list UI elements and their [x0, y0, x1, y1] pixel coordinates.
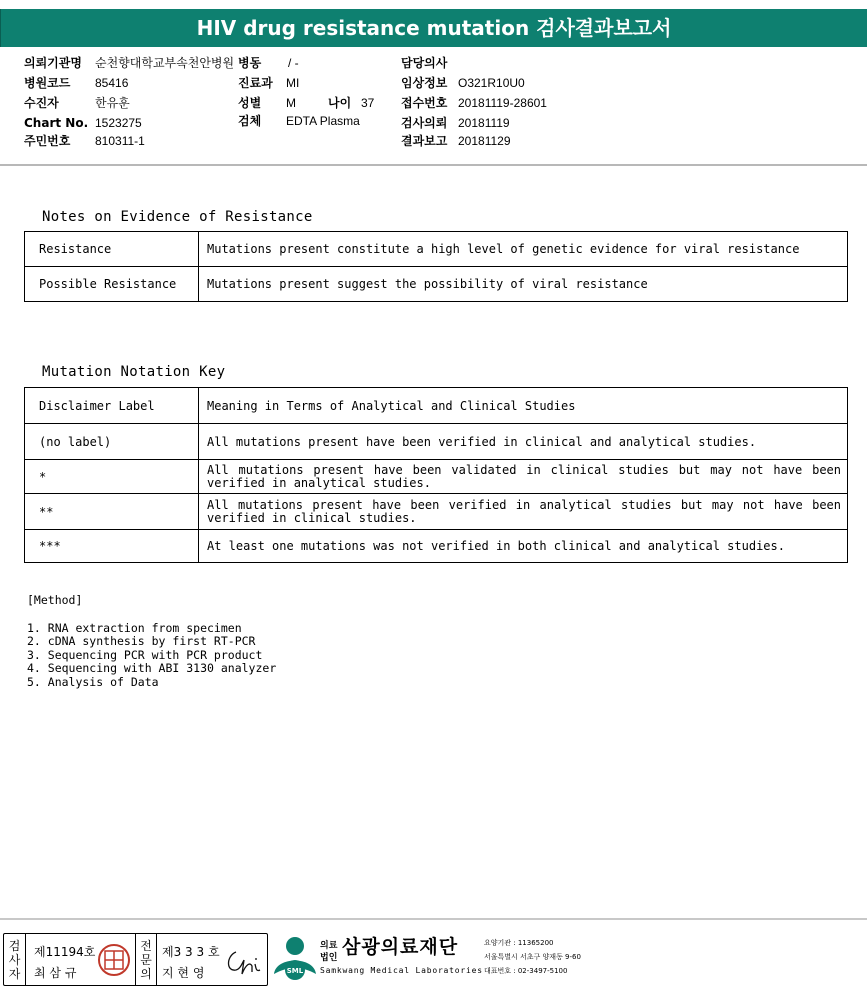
table-row: [25, 424, 848, 460]
id-value: 810311-1: [95, 134, 145, 148]
report-value: 20181129: [458, 134, 511, 148]
notes-label: Possible Resistance: [25, 267, 199, 302]
sex-label: 성별: [238, 96, 262, 110]
report-label: 결과보고: [401, 134, 448, 148]
receipt-label: 접수번호: [401, 96, 448, 110]
organization-name-en: Samkwang Medical Laboratories: [320, 966, 483, 975]
table-row: [25, 460, 848, 494]
header-info: [0, 56, 867, 166]
signature-box: [3, 933, 268, 986]
key-label: *: [25, 460, 199, 494]
specimen-value: EDTA Plasma: [286, 114, 360, 128]
clinical-info-label: 임상정보: [401, 76, 448, 90]
address: 서울특별시 서초구 양재동 9-60: [484, 953, 581, 961]
key-table: [24, 387, 848, 563]
sml-logo-icon: [272, 934, 318, 982]
seal-stamp-icon: [96, 940, 132, 980]
institution-value: 순천향대학교부속천안병원: [95, 56, 235, 70]
specialist-label: [135, 934, 157, 985]
specimen-label: 검체: [238, 114, 262, 128]
key-section-title: Mutation Notation Key: [42, 364, 226, 380]
institution-label: 의뢰기관명: [24, 56, 82, 70]
method-step: 1. RNA extraction from specimen: [27, 620, 242, 635]
examiner-label-text: 검 사 자: [8, 939, 21, 981]
notes-text: Mutations present suggest the possibility of viral resistance: [199, 267, 848, 302]
examiner-name: 최 삼 규: [34, 966, 77, 980]
method-heading: [Method]: [27, 593, 83, 607]
method-step: 2. cDNA synthesis by first RT-PCR: [27, 634, 256, 648]
logo-text: SML: [286, 967, 304, 975]
sex-value: M: [286, 96, 296, 110]
patient-value: 한유훈: [95, 96, 130, 110]
table-row: [25, 530, 848, 563]
ward-label: 병동: [238, 56, 262, 70]
table-row: [25, 388, 848, 424]
examiner-label: [4, 934, 26, 985]
specialist-name: 지 현 영: [162, 966, 205, 980]
report-title: HIV drug resistance mutation 검사결과보고서: [0, 9, 867, 47]
method-step: 4. Sequencing with ABI 3130 analyzer: [27, 661, 277, 675]
method-step: 3. Sequencing PCR with PCR product: [27, 647, 263, 662]
table-row: [25, 267, 848, 302]
age-label: 나이: [328, 96, 352, 110]
receipt-value: 20181119-28601: [458, 96, 547, 110]
department-value: MI: [286, 76, 300, 90]
notes-text: Mutations present constitute a high level of genetic evidence for viral resistance: [199, 232, 848, 267]
chart-label: Chart No.: [24, 116, 89, 130]
key-text: All mutations present have been verified in analytical studies but may not have been verified in clinical studies.: [199, 494, 848, 530]
notes-table: [24, 231, 848, 302]
key-text: All mutations present have been validated in clinical studies but may not have been verified in analytical studies.: [199, 460, 848, 494]
header-divider: [0, 164, 867, 166]
corp-label-2: 법인: [320, 953, 338, 963]
department-label: 진료과: [238, 76, 273, 90]
hospital-code-value: 85416: [95, 76, 129, 90]
signature-icon: [222, 944, 264, 978]
clinical-info-value: O321R10U0: [458, 76, 525, 90]
organization-name: 삼광의료재단: [342, 936, 459, 958]
key-text: All mutations present have been verified in clinical and analytical studies.: [199, 424, 848, 460]
organization-logo: [272, 930, 602, 990]
key-label: (no label): [25, 424, 199, 460]
table-row: [25, 494, 848, 530]
method-step: 5. Analysis of Data: [27, 674, 159, 689]
key-label: ***: [25, 530, 199, 563]
id-label: 주민번호: [24, 134, 71, 148]
examiner-number: 제11194호: [34, 945, 96, 959]
specialist-label-text: 전 문 의: [140, 939, 152, 981]
request-value: 20181119: [458, 116, 510, 130]
request-label: 검사의뢰: [401, 116, 448, 130]
method-section: [27, 594, 276, 689]
ward-value: / -: [288, 56, 299, 70]
key-text: Meaning in Terms of Analytical and Clinical Studies: [199, 388, 848, 424]
hospital-code-label: 병원코드: [24, 76, 71, 90]
chart-value: 1523275: [95, 116, 142, 130]
doctor-label: 담당의사: [401, 56, 448, 70]
age-value: 37: [361, 96, 375, 110]
notes-section-title: Notes on Evidence of Resistance: [42, 209, 313, 225]
notes-label: Resistance: [25, 232, 199, 267]
phone-number: 대표번호 : 02-3497-5100: [484, 967, 568, 975]
key-label: **: [25, 494, 199, 530]
key-label: Disclaimer Label: [25, 388, 199, 424]
patient-label: 수진자: [24, 96, 59, 110]
table-row: [25, 232, 848, 267]
footer-divider: [0, 918, 867, 920]
care-code: 요양기관 : 11365200: [484, 939, 554, 947]
key-text: At least one mutations was not verified in both clinical and analytical studies.: [199, 530, 848, 563]
corp-label-1: 의료: [320, 941, 338, 951]
specialist-number: 제3 3 3 호: [162, 945, 220, 959]
